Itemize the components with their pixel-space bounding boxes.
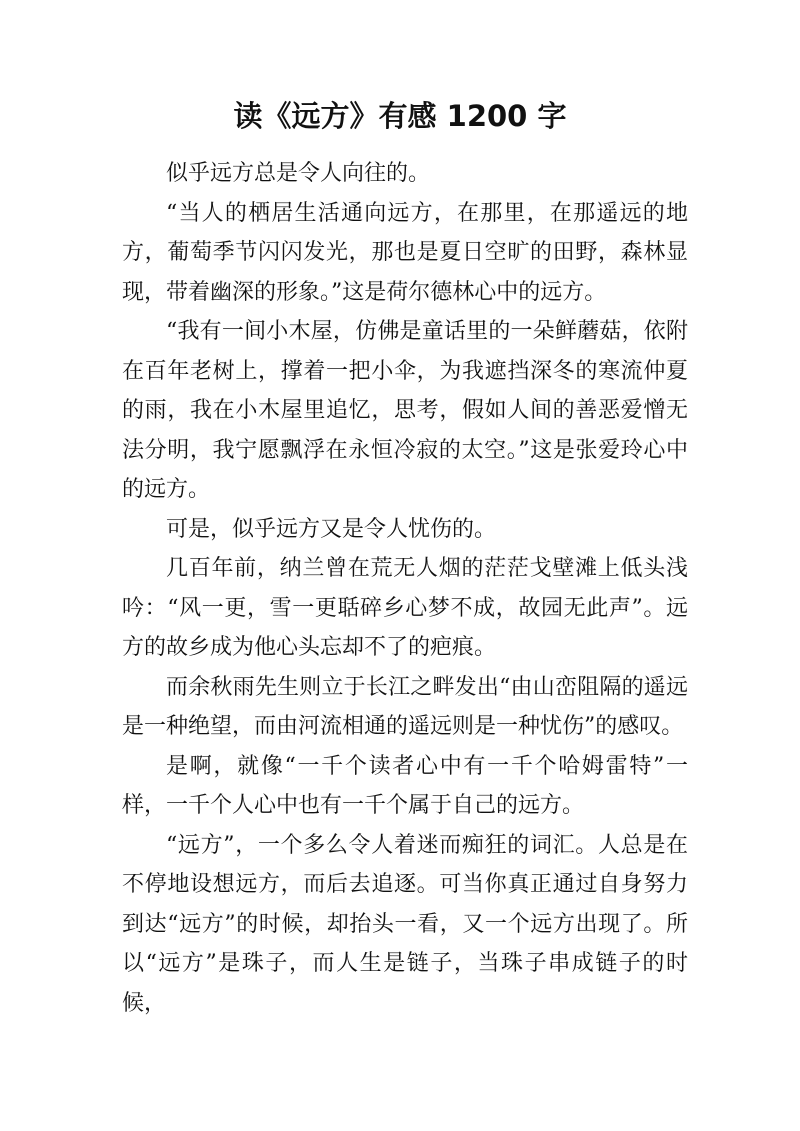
document-body — [122, 154, 688, 1023]
paragraph: 几百年前，纳兰曾在荒无人烟的茫茫戈壁滩上低头浅吟：“风一更，雪一更聒碎乡心梦不成，故园无此声”。远方的故乡成为他心头忘却不了的疤痕。 — [122, 556, 688, 660]
paragraph: 似乎远方总是令人向往的。 — [166, 161, 431, 186]
paragraph: 而余秋雨先生则立于长江之畔发出“由山峦阻隔的遥远是一种绝望，而由河流相通的遥远则是一种忧伤”的感叹。 — [122, 674, 688, 739]
document-title: 读《远方》有感 1200 字 — [233, 99, 567, 133]
paragraph: “远方”，一个多么令人着迷而痴狂的词汇。人总是在不停地设想远方，而后去追逐。可当你真正通过自身努力到达“远方”的时候，却抬头一看，又一个远方出现了。所以“远方”是珠子，而人生是链子，当珠子串成链子的时候， — [122, 832, 688, 1016]
paragraph: “当人的栖居生活通向远方，在那里，在那遥远的地方，葡萄季节闪闪发光，那也是夏日空旷的田野，森林显现，带着幽深的形象。”这是荷尔德林心中的远方。 — [122, 200, 688, 305]
paragraph: 是啊，就像“一千个读者心中有一千个哈姆雷特”一样，一千个人心中也有一千个属于自己的远方。 — [122, 753, 688, 818]
paragraph: “我有一间小木屋，仿佛是童话里的一朵鲜蘑菇，依附在百年老树上，撑着一把小伞，为我遮挡深冬的寒流仲夏的雨，我在小木屋里追忆，思考，假如人间的善恶爱憎无法分明，我宁愿飘浮在永恒冷寂的太空。”这是张爱玲心中的远方。 — [122, 319, 688, 502]
paragraph: 可是，似乎远方又是令人忧伤的。 — [166, 516, 497, 542]
